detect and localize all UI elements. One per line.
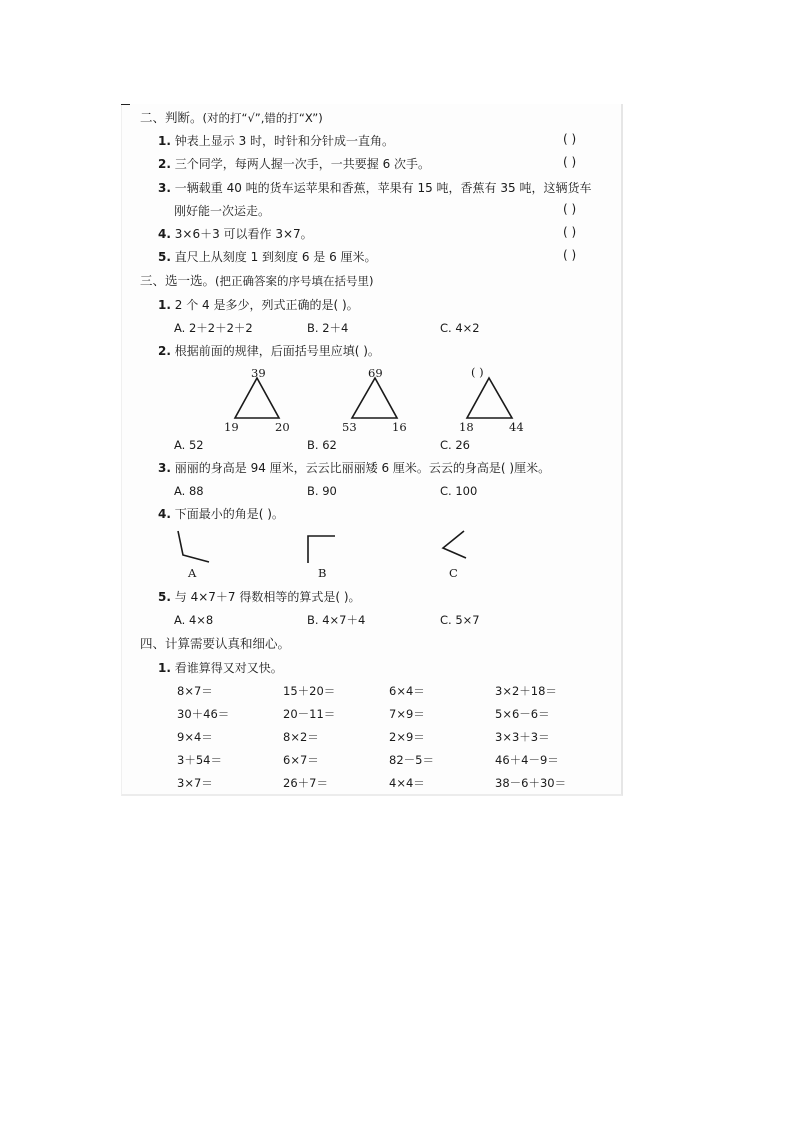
item-text: 下面最小的角是( )。 xyxy=(174,507,284,521)
choice-q4 xyxy=(158,507,284,521)
scan-mark xyxy=(121,104,130,105)
calc-cell[interactable]: 3×3＋3＝ xyxy=(495,730,550,744)
choice-q1 xyxy=(158,298,359,312)
item-num: 3. xyxy=(158,461,171,475)
judge-item-5 xyxy=(158,250,377,264)
calc-cell[interactable]: 6×4＝ xyxy=(389,684,425,698)
item-num: 5. xyxy=(158,250,171,264)
section2-note: (对的打“√”,错的打“X”) xyxy=(202,111,323,125)
tri3-right: 44 xyxy=(509,420,524,434)
item-num: 2. xyxy=(158,344,171,358)
item-num: 4. xyxy=(158,227,171,241)
choice-q5 xyxy=(158,590,361,604)
item-num: 1. xyxy=(158,298,171,312)
item-num: 3. xyxy=(158,181,171,195)
q1-option-c[interactable]: C. 4×2 xyxy=(440,321,480,335)
q3-option-b[interactable]: B. 90 xyxy=(307,484,337,498)
item-num: 1. xyxy=(158,134,171,148)
item-text: 与 4×7＋7 得数相等的算式是( )。 xyxy=(174,590,361,604)
q5-option-a[interactable]: A. 4×8 xyxy=(174,613,214,627)
judge-item-3-cont: 刚好能一次运走。 xyxy=(174,204,271,218)
tri3-top-blank[interactable]: ( ) xyxy=(471,365,484,379)
calc-cell[interactable]: 26＋7＝ xyxy=(283,776,328,790)
tri3-left: 18 xyxy=(459,420,474,434)
calc-cell[interactable]: 38－6＋30＝ xyxy=(495,776,567,790)
item-num: 1. xyxy=(158,661,171,675)
calc-q1 xyxy=(158,661,283,675)
calc-cell[interactable]: 3×7＝ xyxy=(177,776,213,790)
item-text: 看谁算得又对又快。 xyxy=(174,661,283,675)
answer-blank-5[interactable]: ( ) xyxy=(563,248,577,262)
tri2-left: 53 xyxy=(342,420,357,434)
calc-cell[interactable]: 9×4＝ xyxy=(177,730,213,744)
q5-option-c[interactable]: C. 5×7 xyxy=(440,613,480,627)
calc-cell[interactable]: 8×2＝ xyxy=(283,730,319,744)
calc-cell[interactable]: 5×6－6＝ xyxy=(495,707,550,721)
item-text: 根据前面的规律，后面括号里应填( )。 xyxy=(174,344,380,358)
item-text: 三个同学，每两人握一次手，一共要握 6 次手。 xyxy=(174,157,431,171)
section4-title: 四、计算需要认真和细心。 xyxy=(140,636,291,651)
section3-heading xyxy=(140,274,374,288)
q2-option-c[interactable]: C. 26 xyxy=(440,438,470,452)
calc-cell[interactable]: 3＋54＝ xyxy=(177,753,222,767)
calc-cell[interactable]: 30＋46＝ xyxy=(177,707,230,721)
calc-cell[interactable]: 20－11＝ xyxy=(283,707,336,721)
judge-item-2 xyxy=(158,157,430,171)
tri2-top: 69 xyxy=(368,366,383,380)
answer-blank-4[interactable]: ( ) xyxy=(563,225,577,239)
q1-option-b[interactable]: B. 2＋4 xyxy=(307,321,349,335)
tri1-right: 20 xyxy=(275,420,290,434)
q3-option-a[interactable]: A. 88 xyxy=(174,484,204,498)
calc-cell[interactable]: 4×4＝ xyxy=(389,776,425,790)
item-text: 一辆载重 40 吨的货车运苹果和香蕉，苹果有 15 吨，香蕉有 35 吨，这辆货车 xyxy=(174,181,592,195)
calc-cell[interactable]: 6×7＝ xyxy=(283,753,319,767)
item-num: 5. xyxy=(158,590,171,604)
judge-item-1 xyxy=(158,134,394,148)
calc-cell[interactable]: 46＋4－9＝ xyxy=(495,753,559,767)
answer-blank-1[interactable]: ( ) xyxy=(563,132,577,146)
calc-cell[interactable]: 2×9＝ xyxy=(389,730,425,744)
angle-figures xyxy=(0,0,1,1)
tri2-right: 16 xyxy=(392,420,407,434)
tri1-left: 19 xyxy=(224,420,239,434)
calc-cell[interactable]: 82－5＝ xyxy=(389,753,434,767)
judge-item-3 xyxy=(158,181,591,195)
item-text: 直尺上从刻度 1 到刻度 6 是 6 厘米。 xyxy=(174,250,377,264)
section3-note: (把正确答案的序号填在括号里) xyxy=(215,274,374,288)
q4-option-c[interactable]: C xyxy=(449,566,458,580)
calc-cell[interactable]: 7×9＝ xyxy=(389,707,425,721)
judge-item-4 xyxy=(158,227,313,241)
q2-option-b[interactable]: B. 62 xyxy=(307,438,337,452)
q4-option-b[interactable]: B xyxy=(318,566,327,580)
tri1-top: 39 xyxy=(251,366,266,380)
calc-cell[interactable]: 3×2＋18＝ xyxy=(495,684,557,698)
item-text: 钟表上显示 3 时，时针和分针成一直角。 xyxy=(174,134,395,148)
item-text: 3×6＋3 可以看作 3×7。 xyxy=(174,227,313,241)
q5-option-b[interactable]: B. 4×7＋4 xyxy=(307,613,366,627)
section3-title: 三、选一选。 xyxy=(140,273,216,288)
answer-blank-2[interactable]: ( ) xyxy=(563,155,577,169)
item-text: 2 个 4 是多少，列式正确的是( )。 xyxy=(174,298,359,312)
section2-heading xyxy=(140,111,323,125)
item-text: 丽丽的身高是 94 厘米，云云比丽丽矮 6 厘米。云云的身高是( )厘米。 xyxy=(174,461,551,475)
choice-q2 xyxy=(158,344,380,358)
q1-option-a[interactable]: A. 2＋2＋2＋2 xyxy=(174,321,253,335)
q3-option-c[interactable]: C. 100 xyxy=(440,484,478,498)
answer-blank-3[interactable]: ( ) xyxy=(563,202,577,216)
choice-q3 xyxy=(158,461,550,475)
section2-title: 二、判断。 xyxy=(140,110,203,125)
calc-cell[interactable]: 8×7＝ xyxy=(177,684,213,698)
calc-cell[interactable]: 15＋20＝ xyxy=(283,684,336,698)
item-num: 2. xyxy=(158,157,171,171)
item-num: 4. xyxy=(158,507,171,521)
q4-option-a[interactable]: A xyxy=(188,566,197,580)
q2-option-a[interactable]: A. 52 xyxy=(174,438,204,452)
